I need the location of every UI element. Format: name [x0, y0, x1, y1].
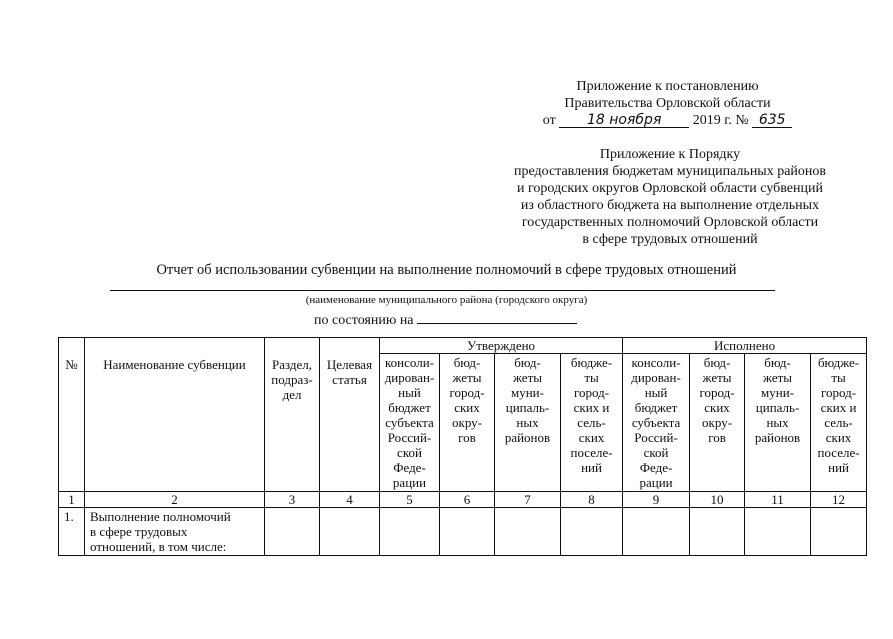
appendix-line-2: Правительства Орловской области	[564, 96, 771, 111]
row-cell-12	[811, 508, 867, 556]
header-executed: Исполнено	[623, 338, 867, 354]
appendix2-line-6: в сфере трудовых отношений	[582, 232, 758, 247]
header-executed-settlements: бюдже- ты город- ских и сель- ских поселе- ний	[811, 354, 867, 492]
header-no-text: №	[65, 357, 78, 372]
row-cell-6	[440, 508, 495, 556]
as-of-label: по состоянию на	[314, 313, 414, 328]
row-no: 1.	[59, 508, 85, 556]
col-number-9: 9	[623, 492, 690, 508]
municipality-blank-line	[110, 290, 775, 291]
header-executed-city-districts: бюд- жеты город- ских окру- гов	[690, 354, 745, 492]
col-number-12: 12	[811, 492, 867, 508]
appendix2-line-3: и городских округов Орловской области субвенций	[517, 181, 823, 196]
col-number-2: 2	[85, 492, 265, 508]
appendix2-line-2: предоставления бюджетам муниципальных районов	[513, 164, 827, 179]
header-executed-consolidated: консоли- дирован- ный бюджет субъекта Россий- ской Феде- рации	[623, 354, 690, 492]
appendix2-line-4: из областного бюджета на выполнение отдельных	[520, 198, 820, 213]
appendix2-line-5: государственных полномочий Орловской области	[521, 215, 819, 230]
header-section-text: Раздел, подраз- дел	[271, 357, 313, 402]
row-cell-5	[380, 508, 440, 556]
header-target-text: Целевая статья	[326, 357, 373, 387]
municipality-caption: (наименование муниципального района (городского округа)	[305, 294, 588, 306]
header-target	[320, 338, 380, 492]
col-number-4: 4	[320, 492, 380, 508]
header-no	[59, 338, 85, 492]
row-name: Выполнение полномочий в сфере трудовых отношений, в том числе:	[85, 508, 265, 556]
row-cell-7	[495, 508, 561, 556]
row-cell-8	[561, 508, 623, 556]
header-approved-settlements: бюдже- ты город- ских и сель- ских поселе- ний	[561, 354, 623, 492]
header-row-groups	[59, 338, 867, 354]
col-number-6: 6	[440, 492, 495, 508]
header-approved: Утверждено	[380, 338, 623, 354]
subvention-table	[58, 337, 867, 556]
handwritten-number: 635	[752, 113, 792, 128]
row-cell-11	[745, 508, 811, 556]
col-number-5: 5	[380, 492, 440, 508]
header-name-text: Наименование субвенции	[103, 357, 246, 372]
header-approved-municipal-districts: бюд- жеты муни- ципаль- ных районов	[495, 354, 561, 492]
table-row	[59, 508, 867, 556]
col-number-3: 3	[265, 492, 320, 508]
header-approved-consolidated: консоли- дирован- ный бюджет субъекта Россий- ской Феде- рации	[380, 354, 440, 492]
header-approved-city-districts: бюд- жеты город- ских окру- гов	[440, 354, 495, 492]
row-cell-10	[690, 508, 745, 556]
col-number-1: 1	[59, 492, 85, 508]
appendix-date-row	[530, 112, 805, 129]
col-number-11: 11	[745, 492, 811, 508]
col-number-7: 7	[495, 492, 561, 508]
col-number-8: 8	[561, 492, 623, 508]
report-title: Отчет об использовании субвенции на выполнение полномочий в сфере трудовых отношений	[156, 262, 737, 278]
header-name	[85, 338, 265, 492]
header-section	[265, 338, 320, 492]
from-label: от	[542, 113, 556, 128]
column-number-row	[59, 492, 867, 508]
col-number-10: 10	[690, 492, 745, 508]
handwritten-date: 18 ноября	[559, 113, 689, 128]
year-label: 2019 г. №	[692, 113, 749, 128]
row-cell-section	[265, 508, 320, 556]
header-executed-municipal-districts: бюд- жеты муни- ципаль- ных районов	[745, 354, 811, 492]
appendix2-header	[485, 146, 855, 248]
appendix2-line-1: Приложение к Порядку	[599, 147, 741, 162]
row-cell-target	[320, 508, 380, 556]
appendix-header	[530, 78, 805, 129]
as-of-blank-line	[417, 309, 577, 324]
as-of-row	[314, 309, 577, 329]
row-cell-9	[623, 508, 690, 556]
appendix-line-1: Приложение к постановлению	[576, 79, 759, 94]
